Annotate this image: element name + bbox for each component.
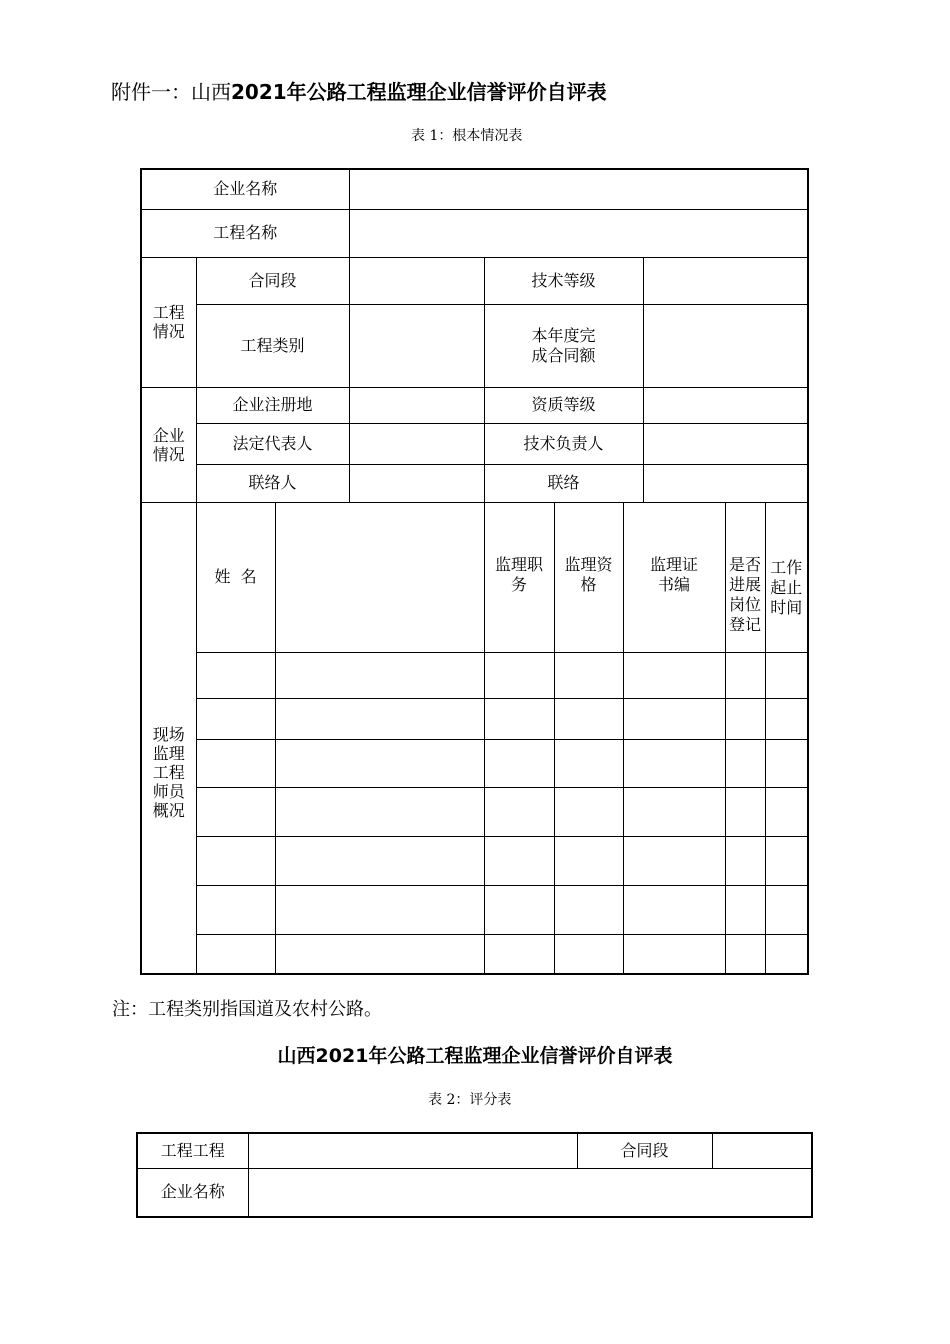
project-value[interactable] <box>248 1133 577 1168</box>
staff-overview-label: 现场 监理 工程 师员 概况 <box>141 502 196 974</box>
title-year: 2021 <box>231 80 287 104</box>
annual-amount-label: 本年度完 成合同额 <box>484 304 643 387</box>
row-legal-rep <box>141 423 808 464</box>
footnote: 注：工程类别指国道及农村公路。 <box>112 999 382 1020</box>
staff-row <box>141 652 808 698</box>
project-name-value[interactable] <box>349 209 808 257</box>
legal-rep-label: 法定代表人 <box>196 423 349 464</box>
row-enterprise-name <box>141 169 808 209</box>
staff-row <box>141 698 808 739</box>
legal-rep-value[interactable] <box>349 423 484 464</box>
enterprise-name-value-2[interactable] <box>248 1168 812 1217</box>
staff-row <box>141 934 808 974</box>
qualification-grade-value[interactable] <box>643 387 808 423</box>
row-project <box>137 1133 812 1168</box>
title-suffix: 年公路工程监理企业信誉评价自评表 <box>286 80 607 104</box>
score-table <box>136 1132 813 1218</box>
section-title-prefix: 山西 <box>277 1045 316 1067</box>
staff-header-row <box>141 502 808 652</box>
section-title-year: 2021 <box>315 1045 369 1067</box>
registered-place-label: 企业注册地 <box>196 387 349 423</box>
staff-name-header: 姓 名 <box>196 502 275 652</box>
title-prefix: 附件一：山西 <box>111 80 231 104</box>
row-enterprise-name-2 <box>137 1168 812 1217</box>
project-name-label: 工程名称 <box>141 209 349 257</box>
project-type-label: 工程类别 <box>196 304 349 387</box>
basic-info-table <box>140 168 809 975</box>
tech-lead-value[interactable] <box>643 423 808 464</box>
row-contract-section <box>141 257 808 304</box>
staff-row <box>141 836 808 885</box>
contract-section-label-2: 合同段 <box>577 1133 712 1168</box>
section-title <box>0 1042 950 1070</box>
tech-grade-label: 技术等级 <box>484 257 643 304</box>
staff-period-header: 工作起止 时间 <box>765 502 808 652</box>
table1-caption: 表 1：根本情况表 <box>411 128 523 144</box>
staff-cert-header: 监理证 书编 <box>623 502 725 652</box>
row-contact <box>141 464 808 502</box>
contact-person-value[interactable] <box>349 464 484 502</box>
staff-position-header: 监理职 务 <box>484 502 554 652</box>
enterprise-name-label: 企业名称 <box>141 169 349 209</box>
contact-label: 联络 <box>484 464 643 502</box>
section-title-suffix: 年公路工程监理企业信誉评价自评表 <box>368 1045 673 1067</box>
enterprise-name-label-2: 企业名称 <box>137 1168 248 1217</box>
staff-registered-header: 是否进展 岗位登记 <box>725 502 765 652</box>
staff-qualification-header: 监理资 格 <box>554 502 623 652</box>
qualification-grade-label: 资质等级 <box>484 387 643 423</box>
contract-section-label: 合同段 <box>196 257 349 304</box>
contact-person-label: 联络人 <box>196 464 349 502</box>
project-type-value[interactable] <box>349 304 484 387</box>
row-project-name <box>141 209 808 257</box>
registered-place-value[interactable] <box>349 387 484 423</box>
row-project-type <box>141 304 808 387</box>
document-title <box>111 78 607 106</box>
row-registered-place <box>141 387 808 423</box>
enterprise-name-value[interactable] <box>349 169 808 209</box>
contract-section-value[interactable] <box>349 257 484 304</box>
tech-grade-value[interactable] <box>643 257 808 304</box>
project-info-label: 工程 情况 <box>141 257 196 387</box>
staff-row <box>141 885 808 934</box>
contact-value[interactable] <box>643 464 808 502</box>
contract-section-value-2[interactable] <box>712 1133 812 1168</box>
staff-row <box>141 787 808 836</box>
staff-row <box>141 739 808 787</box>
annual-amount-value[interactable] <box>643 304 808 387</box>
table2-caption: 表 2：评分表 <box>428 1092 512 1108</box>
project-label: 工程工程 <box>137 1133 248 1168</box>
enterprise-info-label: 企业 情况 <box>141 387 196 502</box>
tech-lead-label: 技术负责人 <box>484 423 643 464</box>
staff-blank-header <box>275 502 484 652</box>
